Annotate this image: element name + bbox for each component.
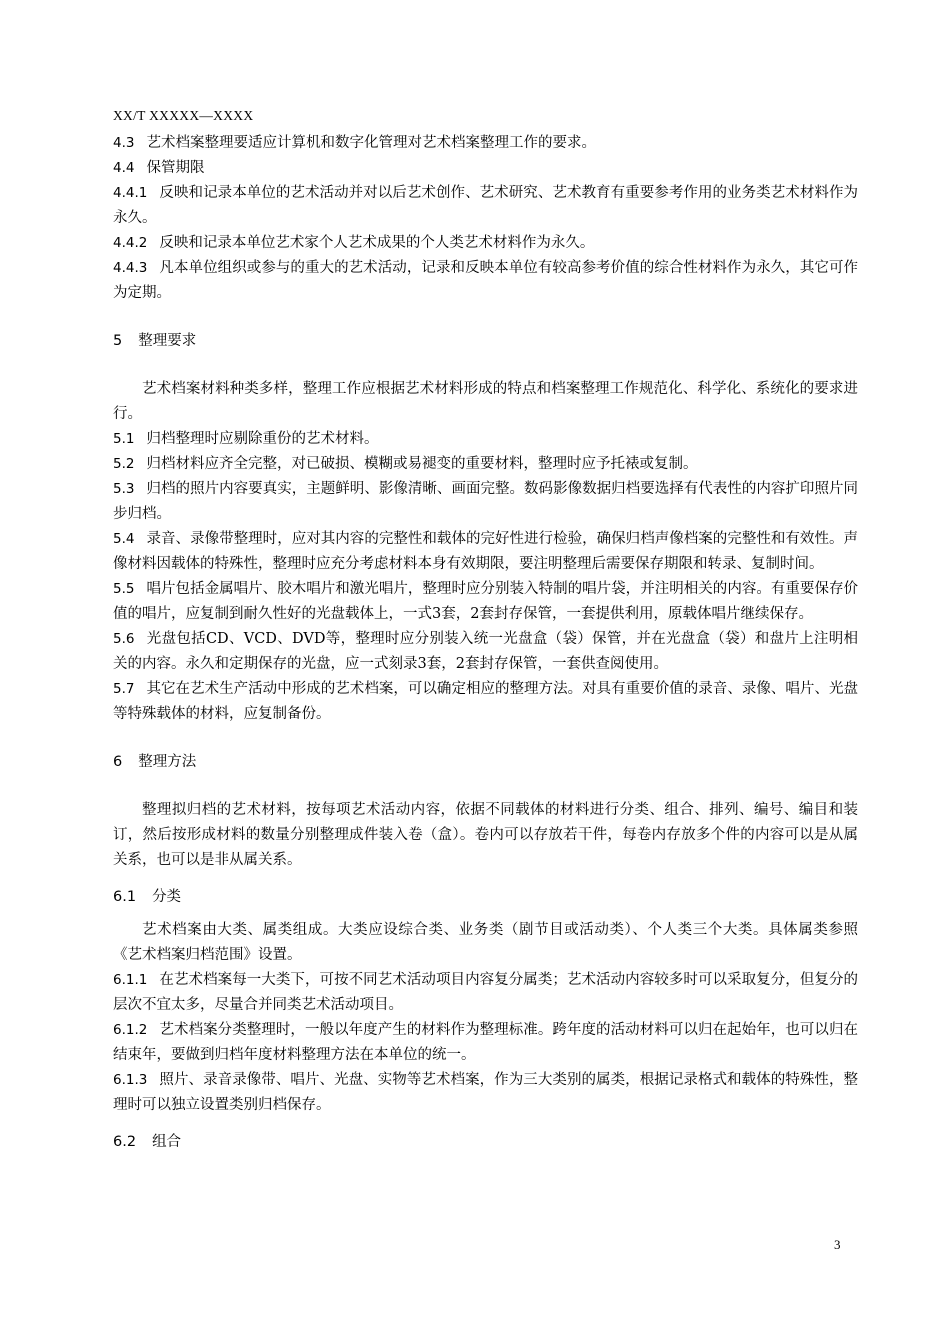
clause-5-5: 5.5 唱片包括金属唱片、胶木唱片和激光唱片，整理时应分别装入特制的唱片袋，并注明相关的内容。有重要保存价值的唱片，应复制到耐久性好的光盘载体上，一式3套，2套封存保管，一套提供利用，原载体唱片继续保存。 xyxy=(113,581,858,622)
clause-6-1-heading: 6.1 分类 xyxy=(113,889,182,905)
page-number: 3 xyxy=(834,1237,841,1252)
clause-5-4: 5.4 录音、录像带整理时，应对其内容的完整性和载体的完好性进行检验，确保归档声像档案的完整性和有效性。声像材料因载体的特殊性，整理时应充分考虑材料本身有效期限，要注明整理后需要保存期限和转录、复制时间。 xyxy=(113,531,858,572)
clause-5-7: 5.7 其它在艺术生产活动中形成的艺术档案，可以确定相应的整理方法。对具有重要价值的录音、录像、唱片、光盘等特殊载体的材料，应复制备份。 xyxy=(113,681,858,722)
clause-6-1-2: 6.1.2 艺术档案分类整理时，一般以年度产生的材料作为整理标准。跨年度的活动材料可以归在起始年，也可以归在结束年，要做到归档年度材料整理方法在本单位的统一。 xyxy=(113,1022,858,1063)
clause-5-3: 5.3 归档的照片内容要真实，主题鲜明、影像清晰、画面完整。数码影像数据归档要选择有代表性的内容扩印照片同步归档。 xyxy=(113,481,858,522)
clause-4-4-3: 4.4.3 凡本单位组织或参与的重大的艺术活动，记录和反映本单位有较高参考价值的综合性材料作为永久，其它可作为定期。 xyxy=(113,260,858,301)
section-6-1-intro: 艺术档案由大类、属类组成。大类应设综合类、业务类（剧节目或活动类）、个人类三个大类。具体属类参照《艺术档案归档范围》设置。 xyxy=(113,922,858,963)
section-6-intro: 整理拟归档的艺术材料，按每项艺术活动内容，依据不同载体的材料进行分类、组合、排列、编号、编目和装订，然后按形成材料的数量分别整理成件装入卷（盒）。卷内可以存放若干件，每卷内存放多个件的内容可以是从属关系，也可以是非从属关系。 xyxy=(113,802,858,868)
clause-6-1-3: 6.1.3 照片、录音录像带、唱片、光盘、实物等艺术档案，作为三大类别的属类，根据记录格式和载体的特殊性，整理时可以独立设置类别归档保存。 xyxy=(113,1072,858,1113)
document-body xyxy=(113,131,858,1155)
clause-5-1: 5.1 归档整理时应剔除重份的艺术材料。 xyxy=(113,431,379,447)
clause-6-2-heading: 6.2 组合 xyxy=(113,1134,182,1150)
section-heading-6: 6 整理方法 xyxy=(113,754,197,770)
clause-4-3: 4.3 艺术档案整理要适应计算机和数字化管理对艺术档案整理工作的要求。 xyxy=(113,135,596,151)
section-5-intro: 艺术档案材料种类多样，整理工作应根据艺术材料形成的特点和档案整理工作规范化、科学化、系统化的要求进行。 xyxy=(113,381,858,422)
clause-4-4: 4.4 保管期限 xyxy=(113,160,205,176)
clause-6-1-1: 6.1.1 在艺术档案每一大类下，可按不同艺术活动项目内容复分属类；艺术活动内容较多时可以采取复分，但复分的层次不宜太多，尽量合并同类艺术活动项目。 xyxy=(113,972,858,1013)
clause-5-6: 5.6 光盘包括CD、VCD、DVD等，整理时应分别装入统一光盘盒（袋）保管，并在光盘盒（袋）和盘片上注明相关的内容。永久和定期保存的光盘，应一式刻录3套，2套封存保管，一套供查阅使用。 xyxy=(113,631,858,672)
clause-4-4-1: 4.4.1 反映和记录本单位的艺术活动并对以后艺术创作、艺术研究、艺术教育有重要参考作用的业务类艺术材料作为永久。 xyxy=(113,185,858,226)
section-heading-5: 5 整理要求 xyxy=(113,333,197,349)
standard-code-header: XX/T XXXXX—XXXX xyxy=(113,108,254,123)
clause-4-4-2: 4.4.2 反映和记录本单位艺术家个人艺术成果的个人类艺术材料作为永久。 xyxy=(113,235,595,251)
clause-5-2: 5.2 归档材料应齐全完整，对已破损、模糊或易褪变的重要材料，整理时应予托裱或复制。 xyxy=(113,456,698,472)
